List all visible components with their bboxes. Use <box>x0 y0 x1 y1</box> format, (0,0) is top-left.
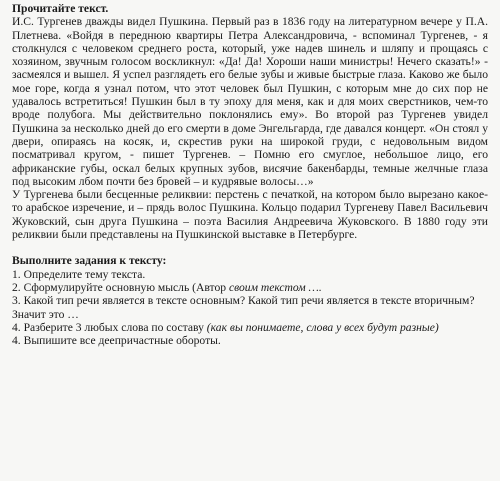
task-item-2 <box>12 281 488 294</box>
task-text: 4. Разберите 3 любых слова по составу <box>12 320 207 334</box>
task-item-3 <box>12 294 488 321</box>
task-item-4 <box>12 321 488 334</box>
task-note: (как вы понимаете, слова у всех будут разные) <box>206 320 439 334</box>
task-text: 1. Определите тему текста. <box>12 267 146 281</box>
task-note: своим текстом …. <box>228 280 322 294</box>
task-text: 3. Какой тип речи является в тексте основным? Какой тип речи является в тексте вторичным? Значит это … <box>12 294 475 321</box>
tasks-title: Выполните задания к тексту: <box>12 254 167 268</box>
document-heading: Прочитайте текст. <box>12 2 109 15</box>
task-item-5 <box>12 334 488 347</box>
task-item-1 <box>12 268 488 281</box>
task-text: 2. Сформулируйте основную мысль (Автор <box>12 280 229 294</box>
paragraph-gap <box>12 241 488 254</box>
task-text: 4. Выпишите все деепричастные обороты. <box>12 334 221 348</box>
text-paragraph-2: У Тургенева были бесценные реликвии: перстень с печаткой, на котором было вырезано какое-то арабское изречение, и – прядь волос Пушкина. Кольцо подарил Тургеневу Павел Васильевич Жуковский, сын друга Пушкина – поэта Василия Андреевича Жуковского. В 1880 году эти реликвии были представлены на Пушкинской выставке в Петербурге. <box>12 188 488 242</box>
text-paragraph-1: И.С. Тургенев дважды видел Пушкина. Первый раз в 1836 году на литературном вечере у П.А. Плетнева. «Войдя в переднюю квартиры Петра Александровича, - вспоминал Тургенев, - я столкнулся с человеком среднего роста, который, уже надев шинель и шляпу и прощаясь с хозяином, звучным голосом воскликнул: «Да! Да! Хороши наши министры! Нечего сказать!» - засмеялся и вышел. Я успел разглядеть его белые зубы и живые быстрые глаза. Каково же было мое горе, когда я узнал потом, что этот человек был Пушкин, с которым мне до сих пор не удавалось встретиться! Пушкин был в ту эпоху для меня, как и для моих сверстников, чем-то вроде полубога. Мы действительно поклонялись ему». Во второй раз Тургенев увидел Пушкина за несколько дней до его смерти в доме Энгельгарда, где давался концерт. «Он стоял у двери, опираясь на косяк, и, скрестив руки на широкой груди, с недовольным видом посматривал кругом, - пишет Тургенев. – Помню его смуглое, небольшое лицо, его африканские губы, оскал белых крупных зубов, висячие бакенбарды, темные желчные глаза под высоким лбом почти без бровей – и кудрявые волосы…» <box>12 15 488 188</box>
